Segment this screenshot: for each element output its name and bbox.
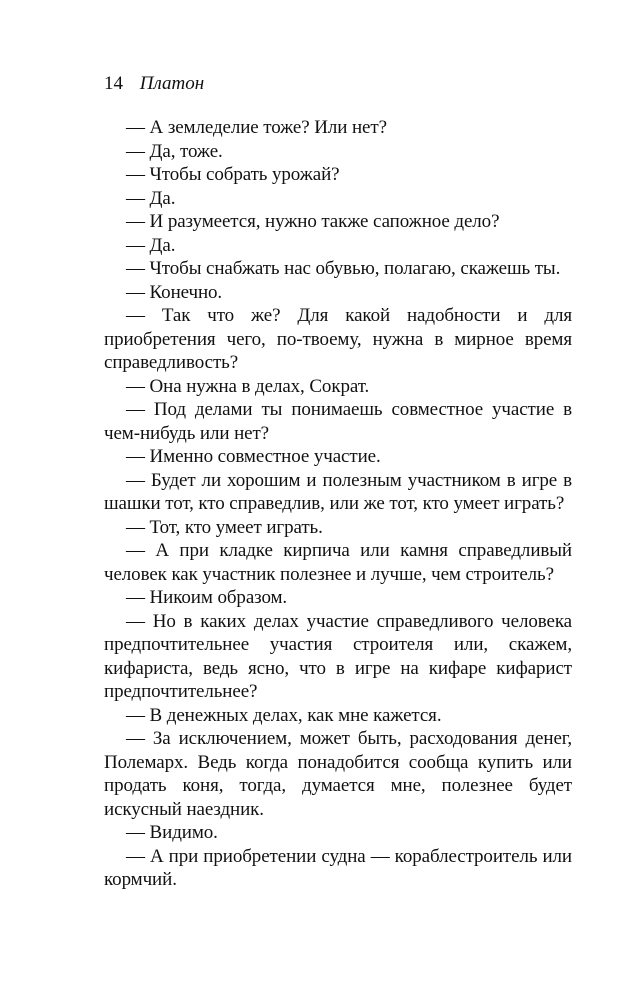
running-head	[104, 72, 572, 96]
paragraph: — Чтобы собрать урожай?	[126, 164, 340, 185]
paragraph: — И разумеется, нужно также сапожное дело?	[126, 211, 500, 232]
paragraph: — Именно совместное участие.	[126, 446, 381, 467]
paragraph: — А при кладке кирпича или камня справедливый человек как участник полезнее и лучше, чем строитель?	[104, 540, 572, 585]
page-number: 14	[104, 73, 123, 94]
paragraph: — Конечно.	[126, 281, 223, 303]
paragraph: — А при приобретении судна — кораблестроитель или кормчий.	[104, 845, 572, 890]
paragraph: — Да, тоже.	[126, 140, 223, 162]
paragraph: — Видимо.	[126, 822, 218, 843]
body-text	[104, 116, 572, 892]
paragraph: — Она нужна в делах, Сократ.	[126, 375, 370, 397]
paragraph: — Да.	[126, 234, 176, 256]
paragraph: — Но в каких делах участие справедливого человека предпочтительнее участия строителя или, скажем, кифариста, ведь ясно, что в игре на кифаре кифарист предпочтительнее?	[104, 610, 572, 702]
paragraph: — Будет ли хорошим и полезным участником в игре в шашки тот, кто справедлив, или же тот, кто умеет играть?	[104, 469, 572, 514]
paragraph: — Тот, кто умеет играть.	[126, 516, 323, 538]
paragraph: — Так что же? Для какой надобности и для приобретения чего, по-твоему, нужна в мирное время справедливость?	[104, 305, 572, 373]
paragraph: — Под делами ты понимаешь совместное участие в чем-нибудь или нет?	[104, 399, 572, 444]
paragraph: — За исключением, может быть, расходования денег, Полемарх. Ведь когда понадобится сообща купить или продать коня, тогда, думается мне, полезнее будет искусный наездник.	[104, 728, 572, 820]
paragraph: — Никоим образом.	[126, 587, 288, 608]
paragraph: — А земледелие тоже? Или нет?	[126, 117, 387, 138]
paragraph: — Да.	[126, 187, 176, 209]
paragraph: — Чтобы снабжать нас обувью, полагаю, скажешь ты.	[126, 258, 561, 279]
paragraph: — В денежных делах, как мне кажется.	[126, 704, 442, 726]
book-page	[104, 72, 572, 892]
book-title: Платон	[139, 73, 205, 94]
